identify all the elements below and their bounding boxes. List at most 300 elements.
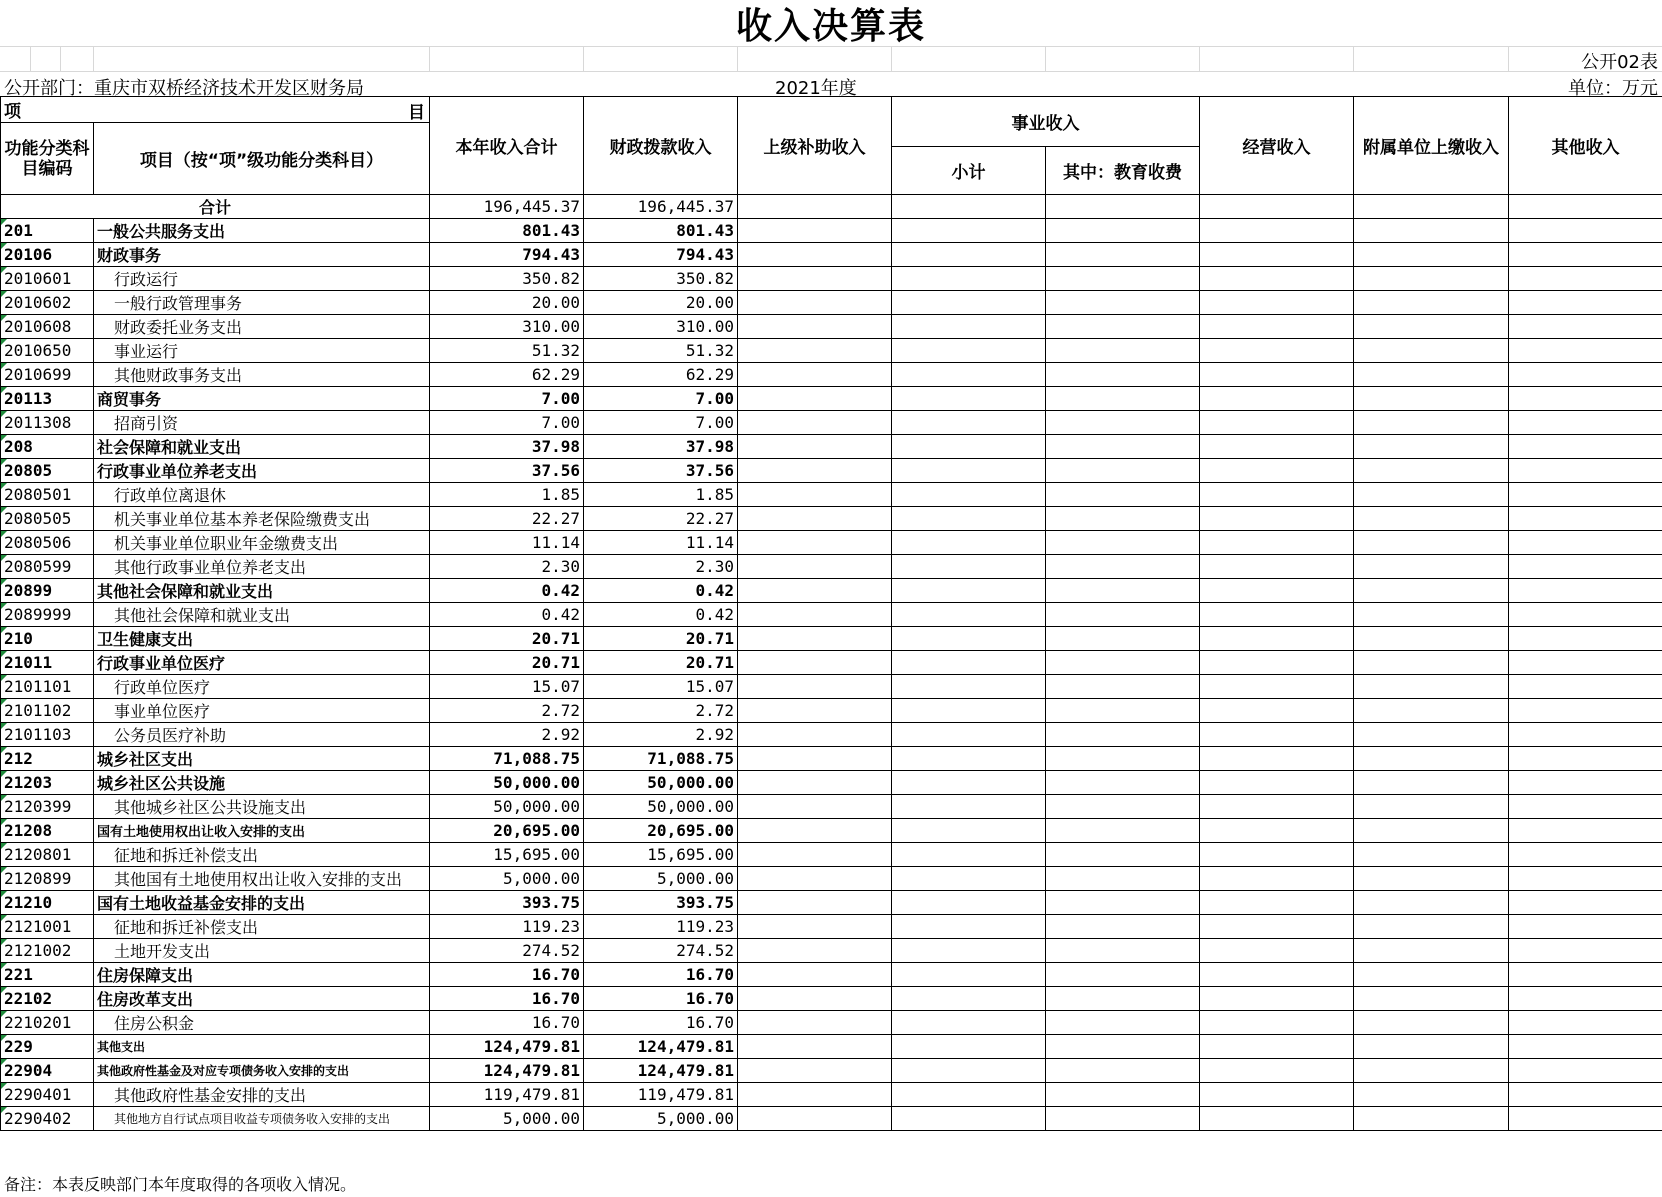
empty-cell [1509, 219, 1662, 243]
empty-cell [738, 699, 892, 723]
row-fiscal: 801.43 [584, 219, 738, 243]
row-code: 22904 [1, 1059, 94, 1083]
row-name: 事业运行 [94, 339, 430, 363]
row-name: 公务员医疗补助 [94, 723, 430, 747]
empty-cell [1354, 771, 1509, 795]
row-name: 财政事务 [94, 243, 430, 267]
table-row [1, 219, 1662, 243]
footnote: 备注：本表反映部门本年度取得的各项收入情况。 [4, 1175, 357, 1194]
empty-cell [1046, 963, 1200, 987]
empty-cell [1509, 795, 1662, 819]
empty-cell [1354, 507, 1509, 531]
empty-cell [1200, 867, 1354, 891]
row-code: 2011308 [1, 411, 94, 435]
row-fiscal: 393.75 [584, 891, 738, 915]
empty-cell [1046, 195, 1200, 219]
row-total: 16.70 [430, 963, 584, 987]
empty-cell [1200, 1107, 1354, 1131]
row-name: 招商引资 [94, 411, 430, 435]
empty-cell [1200, 987, 1354, 1011]
header-mu: 目 [408, 103, 425, 123]
gridline [891, 47, 892, 71]
empty-cell [1046, 627, 1200, 651]
row-name: 住房保障支出 [94, 963, 430, 987]
empty-cell [738, 723, 892, 747]
empty-cell [738, 363, 892, 387]
empty-cell [1200, 915, 1354, 939]
empty-cell [892, 987, 1046, 1011]
row-total: 20.00 [430, 291, 584, 315]
empty-cell [738, 243, 892, 267]
gridline [60, 47, 61, 71]
empty-cell [1046, 843, 1200, 867]
row-name: 住房公积金 [94, 1011, 430, 1035]
empty-cell [1354, 1083, 1509, 1107]
row-name: 住房改革支出 [94, 987, 430, 1011]
blank-row [0, 46, 1662, 72]
row-name: 行政事业单位养老支出 [94, 459, 430, 483]
table-row [1, 411, 1662, 435]
table-row [1, 843, 1662, 867]
row-total: 16.70 [430, 1011, 584, 1035]
empty-cell [1354, 1107, 1509, 1131]
row-total: 2.30 [430, 555, 584, 579]
row-total: 2.92 [430, 723, 584, 747]
row-code: 2121001 [1, 915, 94, 939]
table-row [1, 867, 1662, 891]
empty-cell [892, 1011, 1046, 1035]
empty-cell [1509, 579, 1662, 603]
empty-cell [1200, 387, 1354, 411]
empty-cell [1354, 291, 1509, 315]
table-row [1, 723, 1662, 747]
empty-cell [1354, 843, 1509, 867]
table-row [1, 819, 1662, 843]
empty-cell [892, 675, 1046, 699]
row-name: 商贸事务 [94, 387, 430, 411]
table-row [1, 363, 1662, 387]
table-row [1, 435, 1662, 459]
empty-cell [1354, 675, 1509, 699]
empty-cell [1046, 795, 1200, 819]
empty-cell [1354, 459, 1509, 483]
empty-cell [1354, 267, 1509, 291]
empty-cell [738, 867, 892, 891]
empty-cell [738, 387, 892, 411]
row-fiscal: 11.14 [584, 531, 738, 555]
empty-cell [1200, 723, 1354, 747]
row-code: 2120899 [1, 867, 94, 891]
row-fiscal: 124,479.81 [584, 1035, 738, 1059]
empty-cell [892, 891, 1046, 915]
row-total: 5,000.00 [430, 1107, 584, 1131]
row-total: 7.00 [430, 387, 584, 411]
total-label: 合计 [1, 195, 430, 219]
row-code: 2121002 [1, 939, 94, 963]
row-fiscal: 5,000.00 [584, 1107, 738, 1131]
empty-cell [1354, 891, 1509, 915]
row-name: 其他城乡社区公共设施支出 [94, 795, 430, 819]
table-row [1, 1011, 1662, 1035]
table-row [1, 1059, 1662, 1083]
empty-cell [1509, 531, 1662, 555]
row-name: 征地和拆迁补偿支出 [94, 915, 430, 939]
empty-cell [1509, 267, 1662, 291]
empty-cell [1354, 603, 1509, 627]
empty-cell [1046, 891, 1200, 915]
header-total: 本年收入合计 [430, 97, 584, 195]
row-code: 229 [1, 1035, 94, 1059]
empty-cell [1046, 1107, 1200, 1131]
table-row [1, 1107, 1662, 1131]
row-name: 其他社会保障和就业支出 [94, 603, 430, 627]
header-name: 项目（按“项”级功能分类科目） [94, 123, 430, 195]
empty-cell [892, 651, 1046, 675]
row-name: 行政单位离退休 [94, 483, 430, 507]
empty-cell [738, 267, 892, 291]
row-total: 20.71 [430, 651, 584, 675]
empty-cell [1200, 651, 1354, 675]
row-total: 794.43 [430, 243, 584, 267]
header-xiang: 项 [4, 102, 21, 122]
row-code: 2120399 [1, 795, 94, 819]
table-row [1, 531, 1662, 555]
row-fiscal: 274.52 [584, 939, 738, 963]
table-row [1, 747, 1662, 771]
empty-cell [1509, 339, 1662, 363]
empty-cell [892, 459, 1046, 483]
table-row [1, 1083, 1662, 1107]
empty-cell [1509, 459, 1662, 483]
empty-cell [1354, 915, 1509, 939]
row-total: 50,000.00 [430, 795, 584, 819]
empty-cell [1200, 699, 1354, 723]
empty-cell [1200, 555, 1354, 579]
row-total: 393.75 [430, 891, 584, 915]
row-fiscal: 794.43 [584, 243, 738, 267]
header-subtotal: 小计 [892, 147, 1046, 195]
empty-cell [1046, 771, 1200, 795]
empty-cell [892, 411, 1046, 435]
empty-cell [1046, 699, 1200, 723]
row-fiscal: 0.42 [584, 603, 738, 627]
row-code: 208 [1, 435, 94, 459]
empty-cell [1354, 723, 1509, 747]
empty-cell [1354, 795, 1509, 819]
row-total: 37.56 [430, 459, 584, 483]
header-xiang-mu [1, 97, 430, 123]
row-code: 22102 [1, 987, 94, 1011]
gridline [737, 47, 738, 71]
gridline [1353, 47, 1354, 71]
empty-cell [738, 1083, 892, 1107]
empty-cell [1046, 315, 1200, 339]
empty-cell [1354, 651, 1509, 675]
gridline [1045, 47, 1046, 71]
empty-cell [738, 291, 892, 315]
row-code: 2080505 [1, 507, 94, 531]
gridline [583, 47, 584, 71]
row-code: 2010650 [1, 339, 94, 363]
empty-cell [1200, 435, 1354, 459]
row-name: 一般公共服务支出 [94, 219, 430, 243]
empty-cell [1354, 339, 1509, 363]
empty-cell [1509, 723, 1662, 747]
table-row [1, 315, 1662, 339]
row-total: 124,479.81 [430, 1035, 584, 1059]
year-label: 2021年度 [775, 78, 857, 99]
row-code: 2290401 [1, 1083, 94, 1107]
empty-cell [892, 339, 1046, 363]
income-table [0, 96, 1662, 1131]
unit-label: 单位：万元 [1568, 78, 1658, 99]
empty-cell [892, 291, 1046, 315]
empty-cell [892, 555, 1046, 579]
row-code: 210 [1, 627, 94, 651]
table-row [1, 459, 1662, 483]
empty-cell [1509, 363, 1662, 387]
row-total: 1.85 [430, 483, 584, 507]
row-name: 土地开发支出 [94, 939, 430, 963]
row-code: 2101103 [1, 723, 94, 747]
empty-cell [738, 219, 892, 243]
row-name: 卫生健康支出 [94, 627, 430, 651]
empty-cell [892, 195, 1046, 219]
table-row [1, 987, 1662, 1011]
empty-cell [1354, 555, 1509, 579]
table-row [1, 483, 1662, 507]
row-code: 21210 [1, 891, 94, 915]
empty-cell [1354, 987, 1509, 1011]
empty-cell [892, 867, 1046, 891]
row-code: 2080501 [1, 483, 94, 507]
row-code: 2210201 [1, 1011, 94, 1035]
empty-cell [1509, 627, 1662, 651]
row-fiscal: 124,479.81 [584, 1059, 738, 1083]
empty-cell [738, 819, 892, 843]
empty-cell [1200, 675, 1354, 699]
empty-cell [1046, 915, 1200, 939]
empty-cell [1354, 1011, 1509, 1035]
empty-cell [1046, 387, 1200, 411]
row-total: 16.70 [430, 987, 584, 1011]
empty-cell [1509, 939, 1662, 963]
empty-cell [1509, 195, 1662, 219]
total-fiscal: 196,445.37 [584, 195, 738, 219]
empty-cell [1509, 747, 1662, 771]
empty-cell [1354, 579, 1509, 603]
row-code: 21203 [1, 771, 94, 795]
row-fiscal: 16.70 [584, 987, 738, 1011]
row-name: 其他地方自行试点项目收益专项债务收入安排的支出 [94, 1107, 430, 1131]
row-fiscal: 20.71 [584, 627, 738, 651]
row-total: 20.71 [430, 627, 584, 651]
empty-cell [1509, 507, 1662, 531]
row-fiscal: 350.82 [584, 267, 738, 291]
empty-cell [1354, 363, 1509, 387]
empty-cell [892, 723, 1046, 747]
row-total: 37.98 [430, 435, 584, 459]
row-name: 机关事业单位职业年金缴费支出 [94, 531, 430, 555]
empty-cell [892, 219, 1046, 243]
table-row [1, 699, 1662, 723]
row-total: 15,695.00 [430, 843, 584, 867]
page-title: 收入决算表 [735, 5, 926, 47]
empty-cell [1509, 699, 1662, 723]
row-fiscal: 62.29 [584, 363, 738, 387]
row-name: 行政单位医疗 [94, 675, 430, 699]
row-code: 2101101 [1, 675, 94, 699]
empty-cell [1046, 675, 1200, 699]
table-row [1, 243, 1662, 267]
row-total: 2.72 [430, 699, 584, 723]
row-name: 社会保障和就业支出 [94, 435, 430, 459]
table-row [1, 651, 1662, 675]
empty-cell [1509, 987, 1662, 1011]
gridline [30, 47, 31, 71]
header-other: 其他收入 [1509, 97, 1662, 195]
empty-cell [892, 435, 1046, 459]
empty-cell [738, 483, 892, 507]
empty-cell [892, 387, 1046, 411]
empty-cell [1200, 483, 1354, 507]
empty-cell [1509, 603, 1662, 627]
table-row [1, 915, 1662, 939]
empty-cell [1509, 1107, 1662, 1131]
gridline [93, 47, 94, 71]
empty-cell [1200, 267, 1354, 291]
row-fiscal: 15.07 [584, 675, 738, 699]
row-total: 62.29 [430, 363, 584, 387]
row-fiscal: 2.30 [584, 555, 738, 579]
empty-cell [738, 1107, 892, 1131]
row-code: 2080506 [1, 531, 94, 555]
empty-cell [1354, 627, 1509, 651]
empty-cell [892, 819, 1046, 843]
row-code: 2101102 [1, 699, 94, 723]
header-fiscal: 财政拨款收入 [584, 97, 738, 195]
empty-cell [1046, 603, 1200, 627]
empty-cell [738, 915, 892, 939]
empty-cell [892, 1107, 1046, 1131]
row-total: 0.42 [430, 603, 584, 627]
empty-cell [738, 939, 892, 963]
row-fiscal: 20.00 [584, 291, 738, 315]
table-row [1, 675, 1662, 699]
row-code: 21011 [1, 651, 94, 675]
empty-cell [1200, 603, 1354, 627]
empty-cell [1200, 315, 1354, 339]
empty-cell [1509, 291, 1662, 315]
empty-cell [1046, 339, 1200, 363]
empty-cell [738, 771, 892, 795]
table-row [1, 555, 1662, 579]
gridline [1199, 47, 1200, 71]
row-fiscal: 37.98 [584, 435, 738, 459]
empty-cell [892, 315, 1046, 339]
row-fiscal: 15,695.00 [584, 843, 738, 867]
empty-cell [1046, 459, 1200, 483]
empty-cell [1046, 1083, 1200, 1107]
empty-cell [1354, 315, 1509, 339]
empty-cell [1200, 339, 1354, 363]
empty-cell [1354, 1059, 1509, 1083]
header-operating: 经营收入 [1200, 97, 1354, 195]
table-row [1, 771, 1662, 795]
empty-cell [1046, 867, 1200, 891]
empty-cell [892, 747, 1046, 771]
empty-cell [1509, 435, 1662, 459]
empty-cell [892, 843, 1046, 867]
row-fiscal: 50,000.00 [584, 795, 738, 819]
row-fiscal: 20.71 [584, 651, 738, 675]
empty-cell [738, 459, 892, 483]
empty-cell [1200, 891, 1354, 915]
row-code: 212 [1, 747, 94, 771]
row-name: 城乡社区公共设施 [94, 771, 430, 795]
empty-cell [1509, 867, 1662, 891]
empty-cell [1200, 963, 1354, 987]
empty-cell [1046, 531, 1200, 555]
row-name: 其他政府性基金及对应专项债务收入安排的支出 [94, 1059, 430, 1083]
empty-cell [892, 483, 1046, 507]
header-code: 功能分类科目编码 [1, 123, 94, 195]
empty-cell [1354, 963, 1509, 987]
row-fiscal: 71,088.75 [584, 747, 738, 771]
empty-cell [1509, 891, 1662, 915]
empty-cell [1046, 363, 1200, 387]
empty-cell [738, 507, 892, 531]
table-row [1, 963, 1662, 987]
row-code: 21208 [1, 819, 94, 843]
row-fiscal: 22.27 [584, 507, 738, 531]
row-total: 350.82 [430, 267, 584, 291]
empty-cell [892, 627, 1046, 651]
empty-cell [738, 1035, 892, 1059]
row-name: 财政委托业务支出 [94, 315, 430, 339]
total-row [1, 195, 1662, 219]
empty-cell [1509, 315, 1662, 339]
row-fiscal: 16.70 [584, 963, 738, 987]
row-name: 其他政府性基金安排的支出 [94, 1083, 430, 1107]
empty-cell [1354, 819, 1509, 843]
empty-cell [1509, 819, 1662, 843]
row-fiscal: 119,479.81 [584, 1083, 738, 1107]
empty-cell [1354, 1035, 1509, 1059]
row-code: 221 [1, 963, 94, 987]
empty-cell [1354, 411, 1509, 435]
empty-cell [1200, 579, 1354, 603]
gridline [429, 47, 430, 71]
row-fiscal: 1.85 [584, 483, 738, 507]
department-label: 公开部门：重庆市双桥经济技术开发区财务局 [4, 78, 364, 99]
empty-cell [1046, 243, 1200, 267]
empty-cell [1509, 771, 1662, 795]
empty-cell [1200, 1059, 1354, 1083]
row-code: 2010602 [1, 291, 94, 315]
empty-cell [892, 243, 1046, 267]
row-name: 征地和拆迁补偿支出 [94, 843, 430, 867]
row-total: 0.42 [430, 579, 584, 603]
row-code: 20899 [1, 579, 94, 603]
empty-cell [1354, 219, 1509, 243]
row-code: 20106 [1, 243, 94, 267]
empty-cell [892, 939, 1046, 963]
empty-cell [738, 339, 892, 363]
empty-cell [1046, 1011, 1200, 1035]
empty-cell [738, 987, 892, 1011]
row-fiscal: 0.42 [584, 579, 738, 603]
